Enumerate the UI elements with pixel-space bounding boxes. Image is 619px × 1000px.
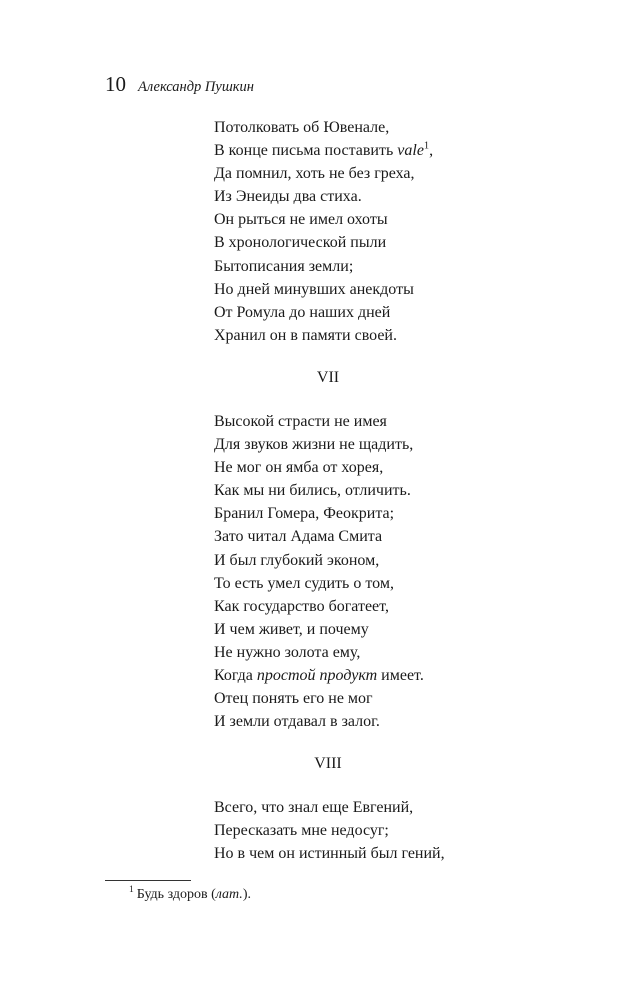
- footnote-text-end: ).: [242, 887, 251, 902]
- footnote-text: Будь здоров (: [136, 887, 216, 902]
- verse-line: Пересказать мне недосуг;: [214, 822, 389, 840]
- stanza-number-viii: VIII: [314, 755, 342, 773]
- verse-line: Высокой страсти не имея: [214, 412, 387, 430]
- verse-line-text: В конце письма поставить: [214, 142, 398, 160]
- footnote-italic: лат.: [215, 887, 243, 902]
- stanza-vii: [214, 410, 594, 733]
- footnote-divider: [105, 880, 191, 881]
- verse-line: Да помнил, хоть не без греха,: [214, 165, 415, 183]
- verse-line: Потолковать об Ювенале,: [214, 119, 390, 136]
- verse-line: Зато читал Адама Смита: [214, 528, 383, 546]
- poem-text: [214, 116, 594, 866]
- verse-line-punctuation: ,: [429, 142, 434, 160]
- italic-phrase: простой продукт: [256, 666, 378, 684]
- verse-line: И земли отдавал в залог.: [214, 713, 380, 731]
- verse-line: Для звуков жизни не щадить,: [214, 436, 414, 454]
- verse-line: Как государство богатеет,: [214, 597, 389, 615]
- footnote-reference[interactable]: 1: [423, 140, 430, 152]
- verse-line: Он рыться не имел охоты: [214, 211, 388, 229]
- running-head-author: Александр Пушкин: [138, 79, 254, 95]
- verse-line: Из Энеиды два стиха.: [214, 188, 362, 206]
- verse-line-text: Когда: [214, 666, 257, 684]
- verse-line: Как мы ни бились, отличить.: [214, 482, 411, 500]
- verse-line: Не нужно золота ему,: [214, 643, 361, 661]
- footnote: [129, 886, 251, 904]
- verse-line-text: имеет.: [377, 666, 424, 684]
- page-header: [105, 72, 254, 97]
- verse-line: [214, 664, 594, 687]
- verse-line: Не мог он ямба от хорея,: [214, 459, 384, 477]
- verse-line: И чем живет, и почему: [214, 620, 369, 638]
- stanza-vi-continuation: [214, 116, 594, 347]
- stanza-number-vii: VII: [316, 368, 340, 386]
- verse-line: То есть умел судить о том,: [214, 574, 394, 592]
- verse-line: [214, 139, 594, 162]
- verse-line: Всего, что знал еще Евгений,: [214, 799, 414, 817]
- verse-line: И был глубокий эконом,: [214, 551, 380, 569]
- verse-line: От Ромула до наших дней: [214, 303, 391, 321]
- verse-line: Хранил он в памяти своей.: [214, 326, 397, 344]
- stanza-viii: [214, 796, 594, 865]
- latin-word-vale: vale: [397, 142, 424, 160]
- verse-line: Бранил Гомера, Феокрита;: [214, 505, 395, 523]
- verse-line: Но дней минувших анекдоты: [214, 280, 414, 298]
- footnote-marker: 1: [129, 885, 134, 896]
- verse-line: Отец понять его не мог: [214, 690, 373, 708]
- page-number: 10: [105, 72, 126, 96]
- verse-line: Бытописания земли;: [214, 257, 354, 275]
- verse-line: В хронологической пыли: [214, 234, 387, 252]
- verse-line: Но в чем он истинный был гений,: [214, 845, 445, 863]
